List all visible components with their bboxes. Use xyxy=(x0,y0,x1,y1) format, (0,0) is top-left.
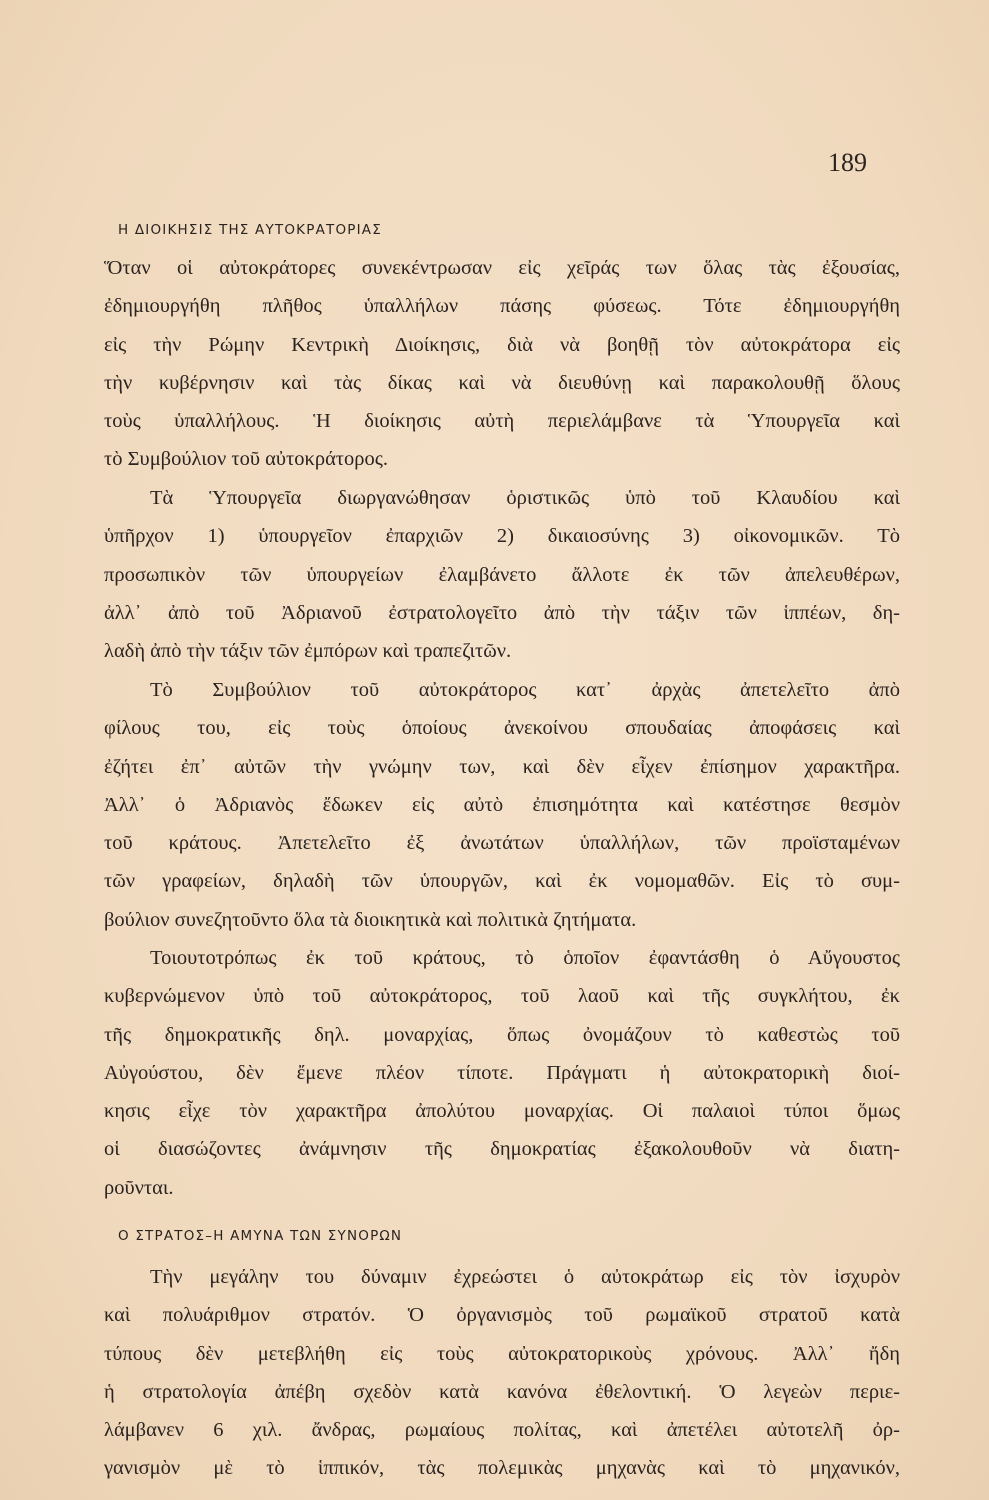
page-number: 189 xyxy=(828,148,867,177)
text-line: Τὴν μεγάλην του δύναμιν ἐχρεώστει ὁ αὐτοκράτωρ εἰς τὸν ἰσχυρὸν xyxy=(150,1266,900,1288)
text-line: τῶν γραφείων, δηλαδὴ τῶν ὑπουργῶν, καὶ ἐκ νομομαθῶν. Εἰς τὸ συμ- xyxy=(104,870,900,893)
text-line: βούλιον συνεζητοῦντο ὅλα τὰ διοικητικὰ καὶ πολιτικὰ ζητήματα. xyxy=(104,908,637,931)
text-line: ἐδημιουργήθη πλῆθος ὑπαλλήλων πάσης φύσεως. Τότε ἐδημιουργήθη xyxy=(104,295,900,318)
text-line: τὴν κυβέρνησιν καὶ τὰς δίκας καὶ νὰ διευθύνῃ καὶ παρακολουθῇ ὅλους xyxy=(104,371,900,394)
paragraph xyxy=(104,249,900,479)
text-line: ἀλλ᾽ ἀπὸ τοῦ Ἀδριανοῦ ἐστρατολογεῖτο ἀπὸ τὴν τάξιν τῶν ἱππέων, δη- xyxy=(104,601,900,624)
text-line: τύπους δὲν μετεβλήθη εἰς τοὺς αὐτοκρατορικοὺς χρόνους. Ἀλλ᾽ ἤδη xyxy=(104,1342,900,1365)
text-line: γανισμὸν μὲ τὸ ἱππικόν, τὰς πολεμικὰς μηχανὰς καὶ τὸ μηχανικόν, xyxy=(104,1457,900,1480)
text-line: Ἀλλ᾽ ὁ Ἀδριανὸς ἔδωκεν εἰς αὐτὸ ἐπισημότητα καὶ κατέστησε θεσμὸν xyxy=(104,793,900,816)
text-line: καὶ πολυάριθμον στρατόν. Ὁ ὀργανισμὸς τοῦ ρωμαϊκοῦ στρατοῦ κατὰ xyxy=(104,1304,900,1327)
text-line: κυβερνώμενον ὑπὸ τοῦ αὐτοκράτορος, τοῦ λαοῦ καὶ τῆς συγκλήτου, ἐκ xyxy=(104,985,900,1008)
text-line: τοὺς ὑπαλλήλους. Ἡ διοίκησις αὐτὴ περιελάμβανε τὰ Ὑπουργεῖα καὶ xyxy=(104,410,900,433)
text-line: ροῦνται. xyxy=(104,1176,174,1199)
paragraph xyxy=(104,1258,900,1488)
text-line: τῆς δημοκρατικῆς δηλ. μοναρχίας, ὅπως ὀνομάζουν τὸ καθεστὼς τοῦ xyxy=(104,1023,900,1046)
text-line: τοῦ κράτους. Ἀπετελεῖτο ἐξ ἀνωτάτων ὑπαλλήλων, τῶν προϊσταμένων xyxy=(104,832,900,855)
section-heading-army: Ο ΣΤΡΑΤΟΣ–Η ΑΜΥΝΑ ΤΩΝ ΣΥΝΟΡΩΝ xyxy=(118,1228,403,1244)
text-line: τὸ Συμβούλιον τοῦ αὐτοκράτορος. xyxy=(104,448,389,471)
text-line: κησις εἶχε τὸν χαρακτῆρα ἀπολύτου μοναρχίας. Οἱ παλαιοὶ τύποι ὅμως xyxy=(104,1100,900,1123)
text-line: φίλους του, εἰς τοὺς ὁποίους ἀνεκοίνου σπουδαίας ἀποφάσεις καὶ xyxy=(104,717,900,740)
text-line: λάμβανεν 6 χιλ. ἄνδρας, ρωμαίους πολίτας, καὶ ἀπετέλει αὐτοτελῆ ὀρ- xyxy=(104,1419,900,1442)
text-line: ἡ στρατολογία ἀπέβη σχεδὸν κατὰ κανόνα ἐθελοντική. Ὁ λεγεὼν περιε- xyxy=(104,1380,900,1403)
text-line: Τὰ Ὑπουργεῖα διωργανώθησαν ὁριστικῶς ὑπὸ τοῦ Κλαυδίου καὶ xyxy=(150,487,900,509)
text-line: προσωπικὸν τῶν ὑπουργείων ἐλαμβάνετο ἄλλοτε ἐκ τῶν ἀπελευθέρων, xyxy=(104,563,900,586)
text-line: λαδὴ ἀπὸ τὴν τάξιν τῶν ἐμπόρων καὶ τραπεζιτῶν. xyxy=(104,640,512,663)
paragraph xyxy=(104,479,900,670)
text-line: εἰς τὴν Ρώμην Κεντρικὴ Διοίκησις, διὰ νὰ βοηθῇ τὸν αὐτοκράτορα εἰς xyxy=(104,333,900,356)
text-line: Τὸ Συμβούλιον τοῦ αὐτοκράτορος κατ᾽ ἀρχὰς ἀπετελεῖτο ἀπὸ xyxy=(150,679,900,701)
text-line: ὑπῆρχον 1) ὑπουργεῖον ἐπαρχιῶν 2) δικαιοσύνης 3) οἰκονομικῶν. Τὸ xyxy=(104,525,900,548)
text-line: ἐζήτει ἐπ᾽ αὐτῶν τὴν γνώμην των, καὶ δὲν εἶχεν ἐπίσημον χαρακτῆρα. xyxy=(104,755,900,778)
paragraph xyxy=(104,671,900,939)
text-line: Ὅταν οἱ αὐτοκράτορες συνεκέντρωσαν εἰς χεῖράς των ὅλας τὰς ἐξουσίας, xyxy=(104,257,900,279)
section-heading-administration: Η ΔΙΟΙΚΗΣΙΣ ΤΗΣ ΑΥΤΟΚΡΑΤΟΡΙΑΣ xyxy=(118,222,382,238)
text-line: Τοιουτοτρόπως ἐκ τοῦ κράτους, τὸ ὁποῖον ἐφαντάσθη ὁ Αὔγουστος xyxy=(150,947,900,969)
text-line: Αὐγούστου, δὲν ἔμενε πλέον τίποτε. Πράγματι ἡ αὐτοκρατορικὴ διοί- xyxy=(104,1061,900,1084)
paragraph xyxy=(104,939,900,1207)
text-line: οἱ διασώζοντες ἀνάμνησιν τῆς δημοκρατίας ἐξακολουθοῦν νὰ διατη- xyxy=(104,1138,900,1161)
